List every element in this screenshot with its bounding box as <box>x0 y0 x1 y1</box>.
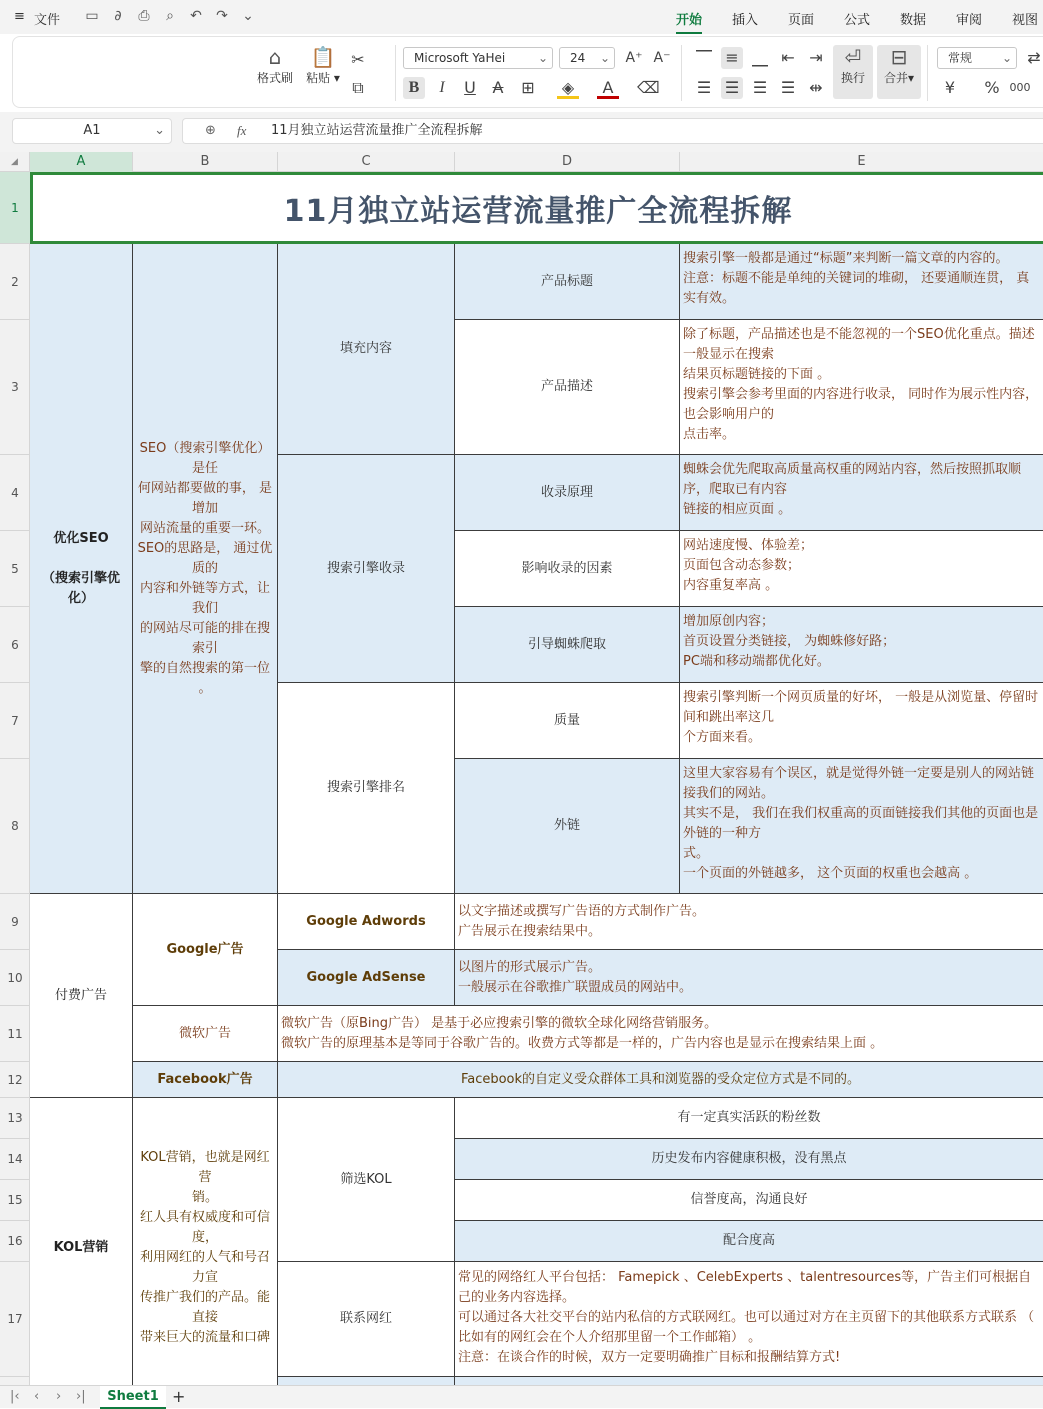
cell-adsense-detail[interactable]: 以图片的形式展示广告。 一般展示在谷歌推广联盟成员的网站中。 <box>455 950 1043 1006</box>
ribbon <box>12 36 1043 108</box>
select-all-corner[interactable]: ◢ <box>0 152 30 172</box>
cell-paid-category[interactable]: 付费广告 <box>30 894 133 1098</box>
cell-facebook-detail[interactable]: Facebook的自定义受众群体工具和浏览器的受众定位方式是不同的。 <box>278 1062 1043 1098</box>
align-top-icon[interactable]: ⎺ <box>695 48 712 67</box>
next-sheet-icon[interactable]: › <box>56 1389 62 1404</box>
cell-fill-content[interactable]: 填充内容 <box>278 244 455 455</box>
name-box[interactable] <box>12 118 172 144</box>
menu-bar <box>0 0 1043 34</box>
cell-index-principle[interactable]: 收录原理 <box>455 455 680 531</box>
divider <box>395 45 396 101</box>
number-format-select[interactable] <box>937 47 1017 69</box>
cell-index-factors[interactable]: 影响收录的因素 <box>455 531 680 607</box>
number-format-value: 常规 <box>948 51 973 65</box>
row-header[interactable]: 16 <box>0 1221 30 1262</box>
cell-facebook-ads[interactable]: Facebook广告 <box>133 1062 278 1098</box>
italic-button[interactable]: I <box>439 79 445 96</box>
link-icon[interactable]: ∂ <box>114 8 122 24</box>
strikethrough-button[interactable]: A <box>492 78 504 97</box>
cell-backlinks[interactable]: 外链 <box>455 759 680 894</box>
file-menu[interactable]: 文件 <box>34 13 61 28</box>
zoom-icon[interactable]: ⊕ <box>205 123 216 138</box>
row-header[interactable]: 8 <box>0 759 30 894</box>
formula-input[interactable] <box>182 118 1043 144</box>
cell-contact-detail[interactable]: 常见的网络红人平台包括： Famepick 、CelebExperts 、talentresources等，广告主们可根据自己的业务内容选择。 可以通过各大社交平台的站内私信的方式联网红。也可以通过对方在主页留下的其他联系方式联系 （ 比如有的网红会在个人介绍那里留一个工作邮箱） 。 注意：在谈合作的时候，双方一定要明确推广目标和报酬结算方式! <box>455 1262 1043 1377</box>
font-size-value: 24 <box>570 51 586 65</box>
cell-seo-description[interactable]: SEO（搜索引擎优化）是任 何网站都要做的事， 是增加 网站流量的重要一环。 SEO的思路是， 通过优质的 内容和外链等方式，让我们 的网站尽可能的排在搜索引 擎的自然搜索的第一位 。 <box>133 244 278 894</box>
font-color-icon[interactable]: A <box>597 77 619 99</box>
cell-search-indexing[interactable]: 搜索引擎收录 <box>278 455 455 683</box>
row-header[interactable]: 6 <box>0 607 30 683</box>
row-header[interactable]: 15 <box>0 1180 30 1221</box>
chevron-down-icon: ▾ <box>907 71 915 85</box>
last-sheet-icon[interactable]: ›| <box>76 1389 86 1404</box>
prev-sheet-icon[interactable]: ‹ <box>34 1389 40 1404</box>
first-sheet-icon[interactable]: |‹ <box>10 1389 20 1404</box>
row-header[interactable]: 1 <box>0 172 30 244</box>
wrap-text-button[interactable] <box>833 45 873 99</box>
print-icon[interactable]: ⎙ <box>138 8 150 24</box>
format-painter-icon: ⌂ <box>268 45 282 69</box>
cut-icon[interactable]: ✂ <box>351 50 365 69</box>
save-icon[interactable]: ▭ <box>85 8 99 24</box>
currency-button[interactable]: ¥ <box>944 78 956 97</box>
cell-desc-detail[interactable]: 除了标题，产品描述也是不能忽视的一个SEO优化重点。描述一般显示在搜索 结果页标题链接的下面 。 搜索引擎会参考里面的内容进行收录， 同时作为展示性内容，也会影响用户的 点击率。 <box>680 320 1043 455</box>
cell-title-detail[interactable]: 搜索引擎一般都是通过“标题”来判断一篇文章的内容的。 注意：标题不能是单纯的关键词的堆砌， 还要通顺连贯， 真实有效。 <box>680 244 1043 320</box>
undo-icon[interactable]: ↶ <box>190 8 202 24</box>
clear-format-icon[interactable]: ⌫ <box>637 78 660 97</box>
chevron-down-icon: ⌄ <box>537 51 548 65</box>
tab-review[interactable]: 审阅 <box>956 13 983 28</box>
row-header[interactable]: 2 <box>0 244 30 320</box>
font-name-value: Microsoft YaHei <box>414 51 506 65</box>
cell-principle-detail[interactable]: 蜘蛛会优先爬取高质量高权重的网站内容，然后按照抓取顺序，爬取已有内容 链接的相应页面 。 <box>680 455 1043 531</box>
justify-icon[interactable]: ☰ <box>780 78 796 97</box>
cell-adwords[interactable]: Google Adwords <box>278 894 455 950</box>
cell-search-ranking[interactable]: 搜索引擎排名 <box>278 683 455 894</box>
cell-factors-detail[interactable]: 网站速度慢、体验差； 页面包含动态参数； 内容重复率高 。 <box>680 531 1043 607</box>
align-left-icon[interactable]: ☰ <box>696 78 712 97</box>
tab-home[interactable]: 开始 <box>676 9 702 34</box>
fx-icon[interactable]: fx <box>237 123 247 138</box>
preview-icon[interactable]: ⌕ <box>166 8 174 24</box>
merge-icon: ⊟ <box>890 45 908 69</box>
align-bottom-icon[interactable]: ⎽ <box>751 48 768 67</box>
column-header-a[interactable]: A <box>30 152 133 172</box>
wrap-text-label: 换行 <box>840 71 865 85</box>
paste-button[interactable] <box>303 45 343 86</box>
column-header-d[interactable]: D <box>455 152 680 172</box>
tab-page[interactable]: 页面 <box>788 13 815 28</box>
format-painter-button[interactable] <box>257 45 293 86</box>
font-name-select[interactable] <box>403 47 553 69</box>
column-header-c[interactable]: C <box>278 152 455 172</box>
chevron-down-icon: ⌄ <box>1001 51 1012 65</box>
cell-criteria[interactable]: 配合度高 <box>455 1221 1043 1262</box>
tab-view[interactable]: 视图 <box>1012 13 1039 28</box>
more-icon[interactable]: ⌄ <box>242 8 254 24</box>
cell-seo-category[interactable]: 优化SEO （搜索引擎优化） <box>30 244 133 894</box>
spreadsheet-grid <box>30 172 1043 1385</box>
cell-kol-category[interactable]: KOL营销 <box>30 1098 133 1385</box>
align-center-icon[interactable]: ☰ <box>721 77 743 99</box>
merge-label: 合并 <box>883 71 908 85</box>
row-header[interactable]: 9 <box>0 894 30 950</box>
indent-decrease-icon[interactable]: ⇤ <box>781 48 795 67</box>
bold-button[interactable]: B <box>403 77 425 99</box>
thousands-button[interactable]: 000 <box>1009 81 1031 94</box>
font-grow-icon[interactable]: A⁺ <box>625 50 643 66</box>
cell-google-ads[interactable]: Google广告 <box>133 894 278 1006</box>
row-header[interactable]: 10 <box>0 950 30 1006</box>
row-header[interactable]: 7 <box>0 683 30 759</box>
row-header[interactable]: 5 <box>0 531 30 607</box>
font-shrink-icon[interactable]: A⁻ <box>653 50 671 66</box>
cell-product-desc[interactable]: 产品描述 <box>455 320 680 455</box>
chevron-down-icon: ⌄ <box>599 51 610 65</box>
row-header[interactable]: 12 <box>0 1062 30 1098</box>
column-headers <box>0 152 1043 172</box>
row-header[interactable]: 4 <box>0 455 30 531</box>
divider <box>927 45 928 101</box>
cell-quality[interactable]: 质量 <box>455 683 680 759</box>
formula-bar <box>0 112 1043 152</box>
cell-bing-ads[interactable]: 微软广告 <box>133 1006 278 1062</box>
cell-adwords-detail[interactable]: 以文字描述或撰写广告语的方式制作广告。 广告展示在搜索结果中。 <box>455 894 1043 950</box>
row-header[interactable]: 3 <box>0 320 30 455</box>
cell-guide-detail[interactable]: 增加原创内容； 首页设置分类链接， 为蜘蛛修好路； PC端和移动端都优化好。 <box>680 607 1043 683</box>
format-painter-label: 格式刷 <box>257 71 294 85</box>
paste-label: 粘贴 <box>306 71 331 85</box>
title-cell[interactable]: 11月独立站运营流量推广全流程拆解 <box>30 172 1043 244</box>
font-size-select[interactable] <box>559 47 615 69</box>
cell-reference: A1 <box>83 123 101 138</box>
cell-select-kol[interactable]: 筛选KOL <box>278 1098 455 1262</box>
merge-button[interactable] <box>877 45 921 99</box>
cell-bing-detail[interactable]: 微软广告（原Bing广告） 是基于必应搜索引擎的微软全球化网络营销服务。 微软广告的原理基本是等同于谷歌广告的。收费方式等都是一样的，广告内容也是显示在搜索结果上面 。 <box>278 1006 1043 1062</box>
wrap-text-icon: ⏎ <box>844 45 862 69</box>
copy-icon[interactable]: ⧉ <box>352 78 364 97</box>
convert-icon[interactable]: ⇄ <box>1027 48 1041 67</box>
row-header[interactable]: 17 <box>0 1262 30 1377</box>
indent-increase-icon[interactable]: ⇥ <box>809 48 823 67</box>
cell-criteria[interactable]: 信誉度高，沟通良好 <box>455 1180 1043 1221</box>
cell-criteria[interactable]: 有一定真实活跃的粉丝数 <box>455 1098 1043 1139</box>
cell-backlinks-detail[interactable]: 这里大家容易有个误区，就是觉得外链一定要是别人的网站链接我们的网站。 其实不是， 我们在我们权重高的页面链接我们其他的页面也是外链的一种方 式。 一个页面的外链越多， 这个页面的权重也会越高 。 <box>680 759 1043 894</box>
align-middle-icon[interactable]: ≡ <box>721 47 743 69</box>
cell-product-title[interactable]: 产品标题 <box>455 244 680 320</box>
sheet-tab-bar <box>0 1385 1043 1408</box>
redo-icon[interactable]: ↷ <box>216 8 228 24</box>
percent-button[interactable]: % <box>984 78 1000 97</box>
tab-data[interactable]: 数据 <box>900 13 927 28</box>
cell-criteria[interactable]: 历史发布内容健康积极，没有黑点 <box>455 1139 1043 1180</box>
chevron-down-icon: ⌄ <box>154 123 165 138</box>
formula-content: 11月独立站运营流量推广全流程拆解 <box>271 123 483 138</box>
cell-empty[interactable] <box>455 1377 1043 1385</box>
cell-empty[interactable] <box>278 1377 455 1385</box>
row-header[interactable]: 13 <box>0 1098 30 1139</box>
row-headers <box>0 172 30 1385</box>
distribute-icon[interactable]: ⇹ <box>809 78 823 97</box>
cell-contact-kol[interactable]: 联系网红 <box>278 1262 455 1377</box>
tab-formula[interactable]: 公式 <box>844 13 871 28</box>
paste-icon: 📋 <box>310 45 336 69</box>
align-right-icon[interactable]: ☰ <box>752 78 768 97</box>
column-header-e[interactable]: E <box>857 154 866 169</box>
tab-insert[interactable]: 插入 <box>732 13 759 28</box>
divider <box>681 45 682 101</box>
column-header-b[interactable]: B <box>133 152 278 172</box>
row-header[interactable]: 11 <box>0 1006 30 1062</box>
fill-color-icon[interactable]: ◈ <box>557 77 579 99</box>
cell-quality-detail[interactable]: 搜索引擎判断一个网页质量的好坏， 一般是从浏览量、停留时间和跳出率这几 个方面来看。 <box>680 683 1043 759</box>
cell-guide-spider[interactable]: 引导蜘蛛爬取 <box>455 607 680 683</box>
cell-kol-description[interactable]: KOL营销，也就是网红营 销。 红人具有权威度和可信度， 利用网红的人气和号召力宣 传推广我们的产品。能直接 带来巨大的流量和口碑 <box>133 1098 278 1385</box>
row-header[interactable]: 14 <box>0 1139 30 1180</box>
add-sheet-button[interactable]: + <box>172 1387 186 1406</box>
menu-icon[interactable]: ≡ <box>14 9 25 24</box>
sheet-tab[interactable]: Sheet1 <box>100 1386 166 1409</box>
cell-adsense[interactable]: Google AdSense <box>278 950 455 1006</box>
border-icon[interactable]: ⊞ <box>521 78 535 97</box>
chevron-down-icon: ▾ <box>330 71 340 85</box>
underline-button[interactable]: U <box>464 78 476 97</box>
